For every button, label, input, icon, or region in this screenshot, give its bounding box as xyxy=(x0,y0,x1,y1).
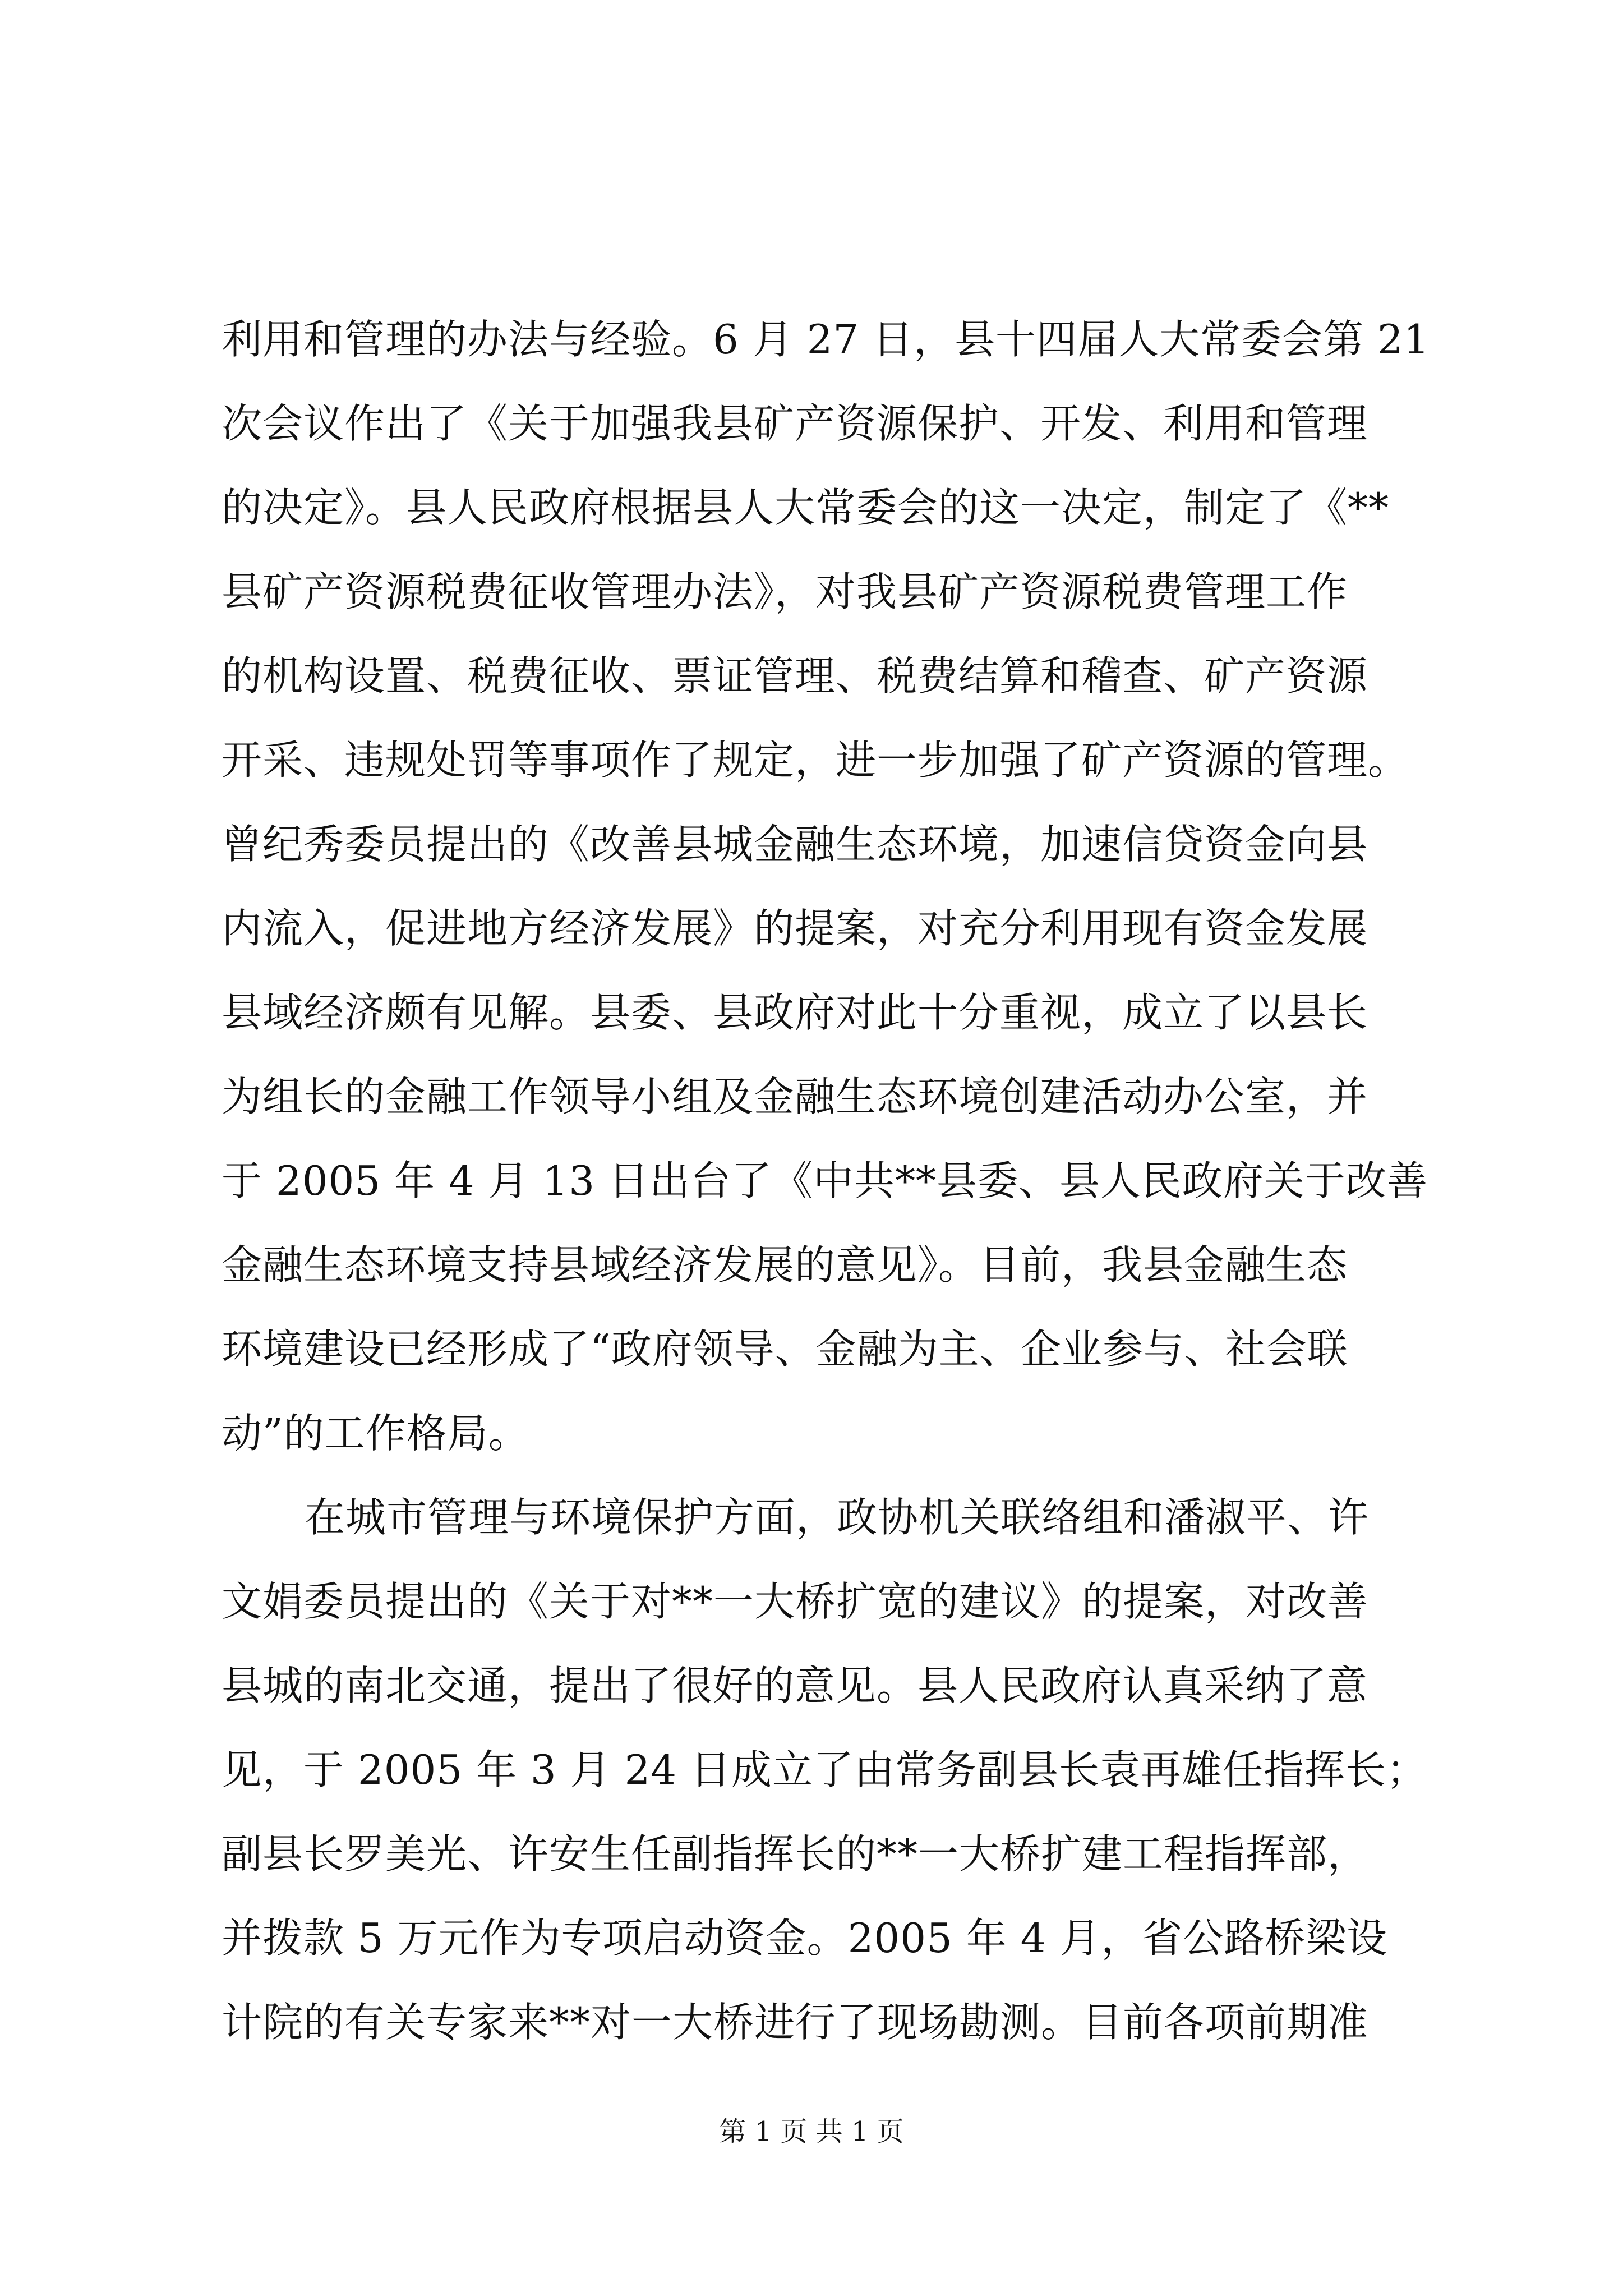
text-line: 曾纪秀委员提出的《改善县城金融生态环境，加速信贷资金向县 xyxy=(222,821,1368,868)
text-line: 次会议作出了《关于加强我县矿产资源保护、开发、利用和管理 xyxy=(222,400,1368,447)
text-line: 于 2005 年 4 月 13 日出台了《中共**县委、县人民政府关于改善 xyxy=(222,1157,1428,1204)
paragraph-first-line: 在城市管理与环境保护方面，政协机关联络组和潘淑平、许 xyxy=(305,1494,1370,1541)
text-line: 见，于 2005 年 3 月 24 日成立了由常务副县长袁再雄任指挥长； xyxy=(222,1746,1427,1793)
text-line: 的机构设置、税费征收、票证管理、税费结算和稽查、矿产资源 xyxy=(222,652,1368,700)
text-line: 副县长罗美光、许安生任副指挥长的**一大桥扩建工程指挥部， xyxy=(222,1830,1369,1878)
text-line: 县矿产资源税费征收管理办法》，对我县矿产资源税费管理工作 xyxy=(222,568,1348,615)
text-line: 县域经济颇有见解。县委、县政府对此十分重视，成立了以县长 xyxy=(222,989,1368,1036)
text-line: 内流入，促进地方经济发展》的提案，对充分利用现有资金发展 xyxy=(222,905,1368,952)
text-line: 并拨款 5 万元作为专项启动资金。2005 年 4 月，省公路桥梁设 xyxy=(222,1915,1388,1962)
text-line: 开采、违规处罚等事项作了规定，进一步加强了矿产资源的管理。 xyxy=(222,737,1409,784)
text-line: 环境建设已经形成了“政府领导、金融为主、企业参与、社会联 xyxy=(222,1326,1348,1373)
text-line: 动”的工作格局。 xyxy=(222,1410,529,1457)
text-line: 的决定》。县人民政府根据县人大常委会的这一决定，制定了《** xyxy=(222,484,1390,531)
page-footer xyxy=(0,2115,1623,2148)
text-line: 为组长的金融工作领导小组及金融生态环境创建活动办公室，并 xyxy=(222,1073,1368,1120)
page-number-label: 第 1 页 共 1 页 xyxy=(719,2116,904,2147)
text-line: 计院的有关专家来**对一大桥进行了现场勘测。目前各项前期准 xyxy=(222,1999,1369,2046)
text-line: 县城的南北交通，提出了很好的意见。县人民政府认真采纳了意 xyxy=(222,1662,1368,1709)
text-line: 金融生态环境支持县域经济发展的意见》。目前，我县金融生态 xyxy=(222,1241,1348,1289)
text-line: 利用和管理的办法与经验。6 月 27 日，县十四届人大常委会第 21 xyxy=(222,316,1430,363)
body-text xyxy=(222,297,1430,2064)
text-line: 文娟委员提出的《关于对**一大桥扩宽的建议》的提案，对改善 xyxy=(222,1578,1369,1625)
